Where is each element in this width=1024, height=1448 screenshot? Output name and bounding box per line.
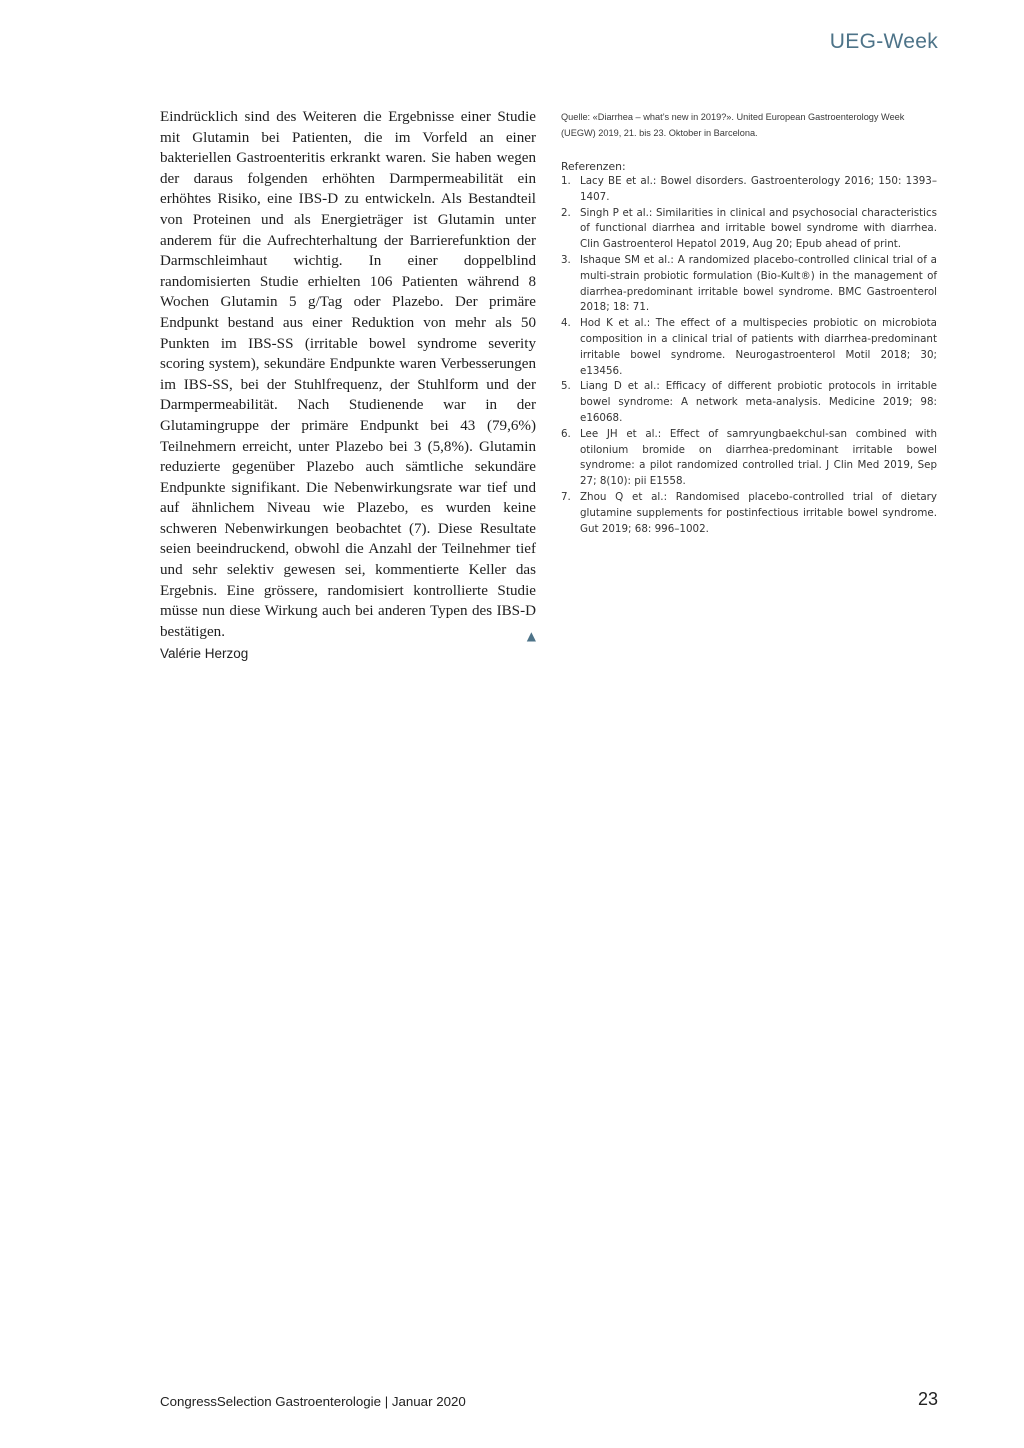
reference-number: 2. (561, 206, 571, 219)
reference-number: 5. (561, 380, 571, 393)
page-number: 23 (917, 1389, 938, 1409)
reference-text: Singh P et al.: Similarities in clinical and psychosocial characteristics of functional diarrhea and irritable bowel syndrome with diarrhea. Clin Gastroenterol Hepatol 2019, Aug 20; Epub ahead of print. (580, 206, 937, 251)
reference-item (561, 379, 937, 426)
reference-text: Zhou Q et al.: Randomised placebo-controlled trial of dietary glutamine supplements for postinfectious irritable bowel syndrome. Gut 2019; 68: 996–1002. (580, 490, 937, 535)
reference-item (561, 427, 937, 490)
reference-text: Ishaque SM et al.: A randomized placebo-controlled clinical trial of a multi-strain probiotic formulation (Bio-Kult®) in the management of diarrhea-predominant irritable bowel syndrome. BMC Gastroenterol 2018; 18: 71. (580, 253, 937, 314)
references-list (561, 174, 937, 537)
reference-text: Liang D et al.: Efficacy of different probiotic protocols in irritable bowel syndrome: A network meta-analysis. Medicine 2019; 98: e16068. (580, 380, 937, 424)
reference-text: Lee JH et al.: Effect of samryungbaekchul-san combined with otilonium bromide on diarrhea-predominant irritable bowel syndrome: a pilot randomized controlled trial. J Clin Med 2019, Sep 27; 8(10): pii E1558. (580, 427, 937, 488)
article-paragraph (160, 107, 536, 642)
reference-item (561, 490, 937, 537)
reference-item (561, 206, 937, 253)
reference-text: Lacy BE et al.: Bowel disorders. Gastroenterology 2016; 150: 1393–1407. (580, 175, 937, 203)
article-body-column (160, 107, 536, 646)
reference-number: 7. (561, 490, 571, 503)
source-note: Quelle: «Diarrhea – what’s new in 2019?». United European Gastroenterology Week (UEGW) 2019, 21. bis 23. Oktober in Barcelona. (561, 112, 905, 138)
reference-text: Hod K et al.: The effect of a multispecies probiotic on microbiota composition in a clinical trial of patients with diarrhea-predominant irritable bowel syndrome. Neurogastroenterol Motil 2018; 30; e13456. (580, 317, 937, 377)
article-text: Eindrücklich sind des Weiteren die Ergebnisse einer Studie mit Glutamin bei Patienten, die im Vorfeld an einer bakteriellen Gastroenteritis erkrankt waren. Sie haben wegen der daraus folgenden erhöhten Darmpermeabilität ein erhöhtes Risiko, eine IBS-D zu entwickeln. Als Bestandteil von Proteinen und als Energieträger ist Glutamin unter anderem für die Aufrechterhaltung der Barrierefunktion der Darmschleimhaut wichtig. In einer doppelblind randomisierten Studie erhielten 106 Patienten während 8 Wochen Glutamin 5 g/Tag oder Plazebo. Der primäre Endpunkt bestand aus einer Reduktion von mehr als 50 Punkten im IBS-SS (irritable bowel syndrome severity scoring system), sekundäre Endpunkte waren Verbesserungen im IBS-SS, bei der Stuhlfrequenz, der Stuhlform und der Darmpermeabilität. Nach Studienende war in der Glutamingruppe der primäre Endpunkt bei 43 (79,6%) Teilnehmern erreicht, unter Plazebo bei 3 (5,8%). Glutamin reduzierte gegenüber Plazebo auch sämtliche sekundäre Endpunkte signifikant. Die Nebenwirkungsrate war tief und auf ähnlichem Niveau wie Plazebo, es wurden keine schweren Nebenwirkungen beobachtet (7). Diese Resultate seien beeindruckend, obwohl die Anzahl der Teilnehmer tief und sehr selektiv gewesen sei, kommentierte Keller das Ergebnis. Eine grössere, randomisiert kontrollierte Studie müsse nun diese Wirkung auch bei anderen Typen des IBS-D bestätigen. (160, 109, 536, 640)
sidebar-column (561, 109, 937, 537)
reference-number: 4. (561, 317, 571, 330)
end-of-article-icon: ▲ (526, 628, 536, 643)
reference-number: 1. (561, 175, 571, 187)
footer-publication: CongressSelection Gastroenterologie | Januar 2020 (160, 1394, 466, 1409)
reference-item (561, 174, 937, 206)
reference-item (561, 253, 937, 316)
reference-item (561, 316, 937, 379)
reference-number: 6. (561, 427, 571, 440)
reference-number: 3. (561, 253, 571, 266)
references-heading: Referenzen: (561, 160, 626, 173)
article-author: Valérie Herzog (160, 646, 249, 661)
section-title: UEG-Week (829, 30, 938, 53)
